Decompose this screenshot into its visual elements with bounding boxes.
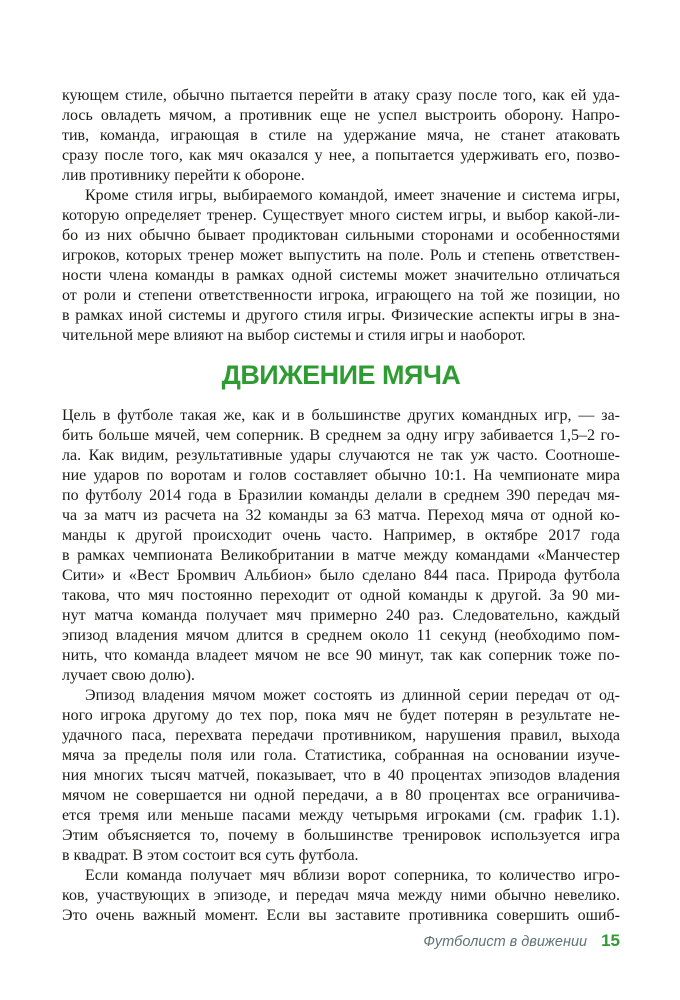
text-line: лив противнику перейти к обороне. bbox=[62, 167, 305, 184]
text-line: нут матча команда получает мяч примерно 240 раз. Следовательно, каждый bbox=[62, 607, 620, 624]
text-line: мячом не совершается ни одной передачи, а в 80 процентах все ограничива- bbox=[62, 787, 620, 804]
text-line: которую определяет тренер. Существует много систем игры, и выбор какой-ли- bbox=[62, 207, 620, 224]
text-line: тив, команда, играющая в стиле на удержание мяча, не станет атаковать bbox=[62, 127, 620, 144]
text-line: удачного паса, перехвата передачи противником, нарушения правил, выхода bbox=[62, 727, 620, 744]
text-line: Эпизод владения мячом может состоять из длинной серии передач от од- bbox=[85, 687, 620, 704]
text-line: ности члена команды в рамках одной системы может значительно отличаться bbox=[62, 267, 620, 284]
text-line: ния многих тысяч матчей, показывает, что в 40 процентах эпизодов владения bbox=[62, 767, 620, 784]
text-line: эпизод владения мячом длится в среднем около 11 секунд (необходимо пом- bbox=[62, 627, 620, 644]
running-title: Футболист в движении bbox=[423, 934, 588, 950]
text-line: ние ударов по воротам и голов составляет обычно 10:1. На чемпионате мира bbox=[62, 467, 620, 484]
text-line: такова, что мяч постоянно переходит от одной команды к другой. За 90 ми- bbox=[62, 587, 620, 604]
section-heading: ДВИЖЕНИЕ МЯЧА bbox=[221, 360, 461, 390]
text-line: в квадрат. В этом состоит вся суть футбола. bbox=[62, 847, 359, 864]
text-line: бо из них обычно бывает продиктован сильными сторонами и особенностями bbox=[62, 227, 620, 244]
text-line: Кроме стиля игры, выбираемого командой, имеет значение и система игры, bbox=[85, 187, 620, 204]
text-line: ного игрока другому до тех пор, пока мяч не будет потерян в результате не- bbox=[62, 707, 620, 724]
text-line: в рамках чемпионата Великобритании в матче между командами «Манчестер bbox=[62, 547, 620, 564]
text-line: чительной мере влияют на выбор системы и стиля игры и наоборот. bbox=[62, 327, 526, 344]
page-footer bbox=[423, 931, 620, 951]
text-line: ла. Как видим, результативные удары случаются не так уж часто. Соотноше- bbox=[62, 447, 620, 464]
text-line: лось овладеть мячом, а противник еще не успел выстроить оборону. Напро- bbox=[62, 107, 620, 124]
text-line: сразу после того, как мяч оказался у нее, а попытается удерживать его, позво- bbox=[62, 147, 620, 164]
paragraph bbox=[62, 406, 620, 686]
paragraph bbox=[62, 86, 620, 186]
paragraph bbox=[62, 866, 620, 926]
text-line: Это очень важный момент. Если вы заставите противника совершить ошиб- bbox=[62, 907, 620, 924]
text-line: ков, участвующих в эпизоде, и передач мяча между ними обычно невелико. bbox=[62, 887, 620, 904]
text-line: ча за матч из расчета на 32 команды за 63 матча. Переход мяча от одной ко- bbox=[62, 507, 620, 524]
page-number: 15 bbox=[601, 931, 620, 950]
text-line: бить больше мячей, чем соперник. В среднем за одну игру забивается 1,5–2 го- bbox=[62, 427, 620, 444]
text-line: игроков, которых тренер может выпустить на поле. Роль и степень ответствен- bbox=[62, 247, 620, 264]
text-line: манды к другой происходит очень часто. Например, в октябре 2017 года bbox=[62, 527, 620, 544]
paragraph bbox=[62, 186, 620, 346]
text-line: Цель в футболе такая же, как и в большинстве других командных игр, — за- bbox=[62, 407, 620, 424]
text-line: Сити» и «Вест Бромвич Альбион» было сделано 844 паса. Природа футбола bbox=[62, 567, 620, 584]
text-line: Если команда получает мяч вблизи ворот соперника, то количество игро- bbox=[85, 867, 620, 884]
text-line: кующем стиле, обычно пытается перейти в атаку сразу после того, как ей уда- bbox=[62, 87, 620, 104]
text-line: лучает свою долю). bbox=[62, 667, 195, 684]
body-text-column bbox=[62, 86, 620, 926]
paragraph bbox=[62, 686, 620, 866]
text-line: мяча за пределы поля или гола. Статистика, собранная на основании изуче- bbox=[62, 747, 620, 764]
text-line: Этим объясняется то, почему в большинстве тренировок используется игра bbox=[62, 827, 620, 844]
text-line: по футболу 2014 года в Бразилии команды делали в среднем 390 передач мя- bbox=[62, 487, 620, 504]
text-line: нить, что команда владеет мячом не все 90 минут, так как соперник тоже по- bbox=[62, 647, 620, 664]
text-line: в рамках иной системы и другого стиля игры. Физические аспекты игры в зна- bbox=[62, 307, 620, 324]
text-line: от роли и степени ответственности игрока, играющего на той же позиции, но bbox=[62, 287, 620, 304]
text-line: ется тремя или меньше пасами между четырьмя игроками (см. график 1.1). bbox=[62, 807, 620, 824]
